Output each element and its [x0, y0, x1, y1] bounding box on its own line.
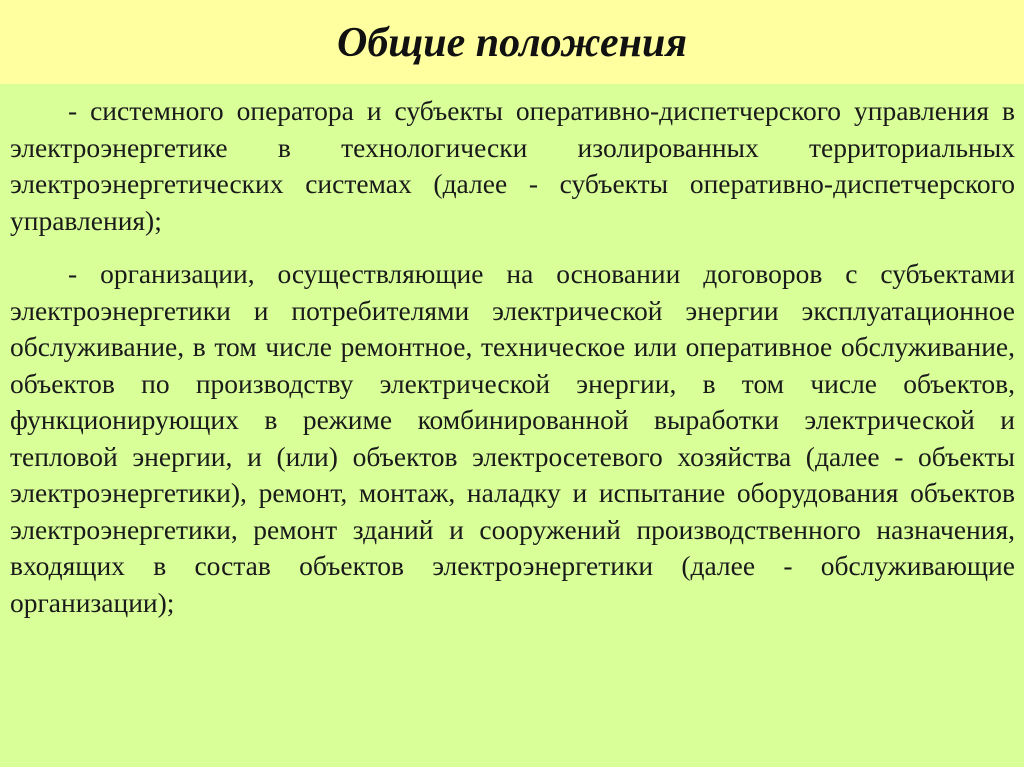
slide-title: Общие положения: [337, 20, 687, 66]
paragraph-2: - организации, осуществляющие на основании договоров с субъектами электроэнергетики и потребителями электрической энергии эксплуатационное обслуживание, в том числе ремонтное, техническое или оперативное обслуживание, объектов по производству электрической энергии, в том числе объектов, функционирующих в режиме комбинированной выработки электрической и тепловой энергии, и (или) объектов электросетевого хозяйства (далее - объекты электроэнергетики), ремонт, монтаж, наладку и испытание оборудования объектов электроэнергетики, ремонт зданий и сооружений производственного назначения, входящих в состав объектов электроэнергетики (далее - обслуживающие организации);: [10, 258, 1015, 618]
title-band: [0, 0, 1024, 84]
paragraph-1: - системного оператора и субъекты оперативно-диспетчерского управления в электроэнергетике в технологически изолированных территориальных электроэнергетических системах (далее - субъекты оперативно-диспетчерского управления);: [10, 95, 1015, 236]
